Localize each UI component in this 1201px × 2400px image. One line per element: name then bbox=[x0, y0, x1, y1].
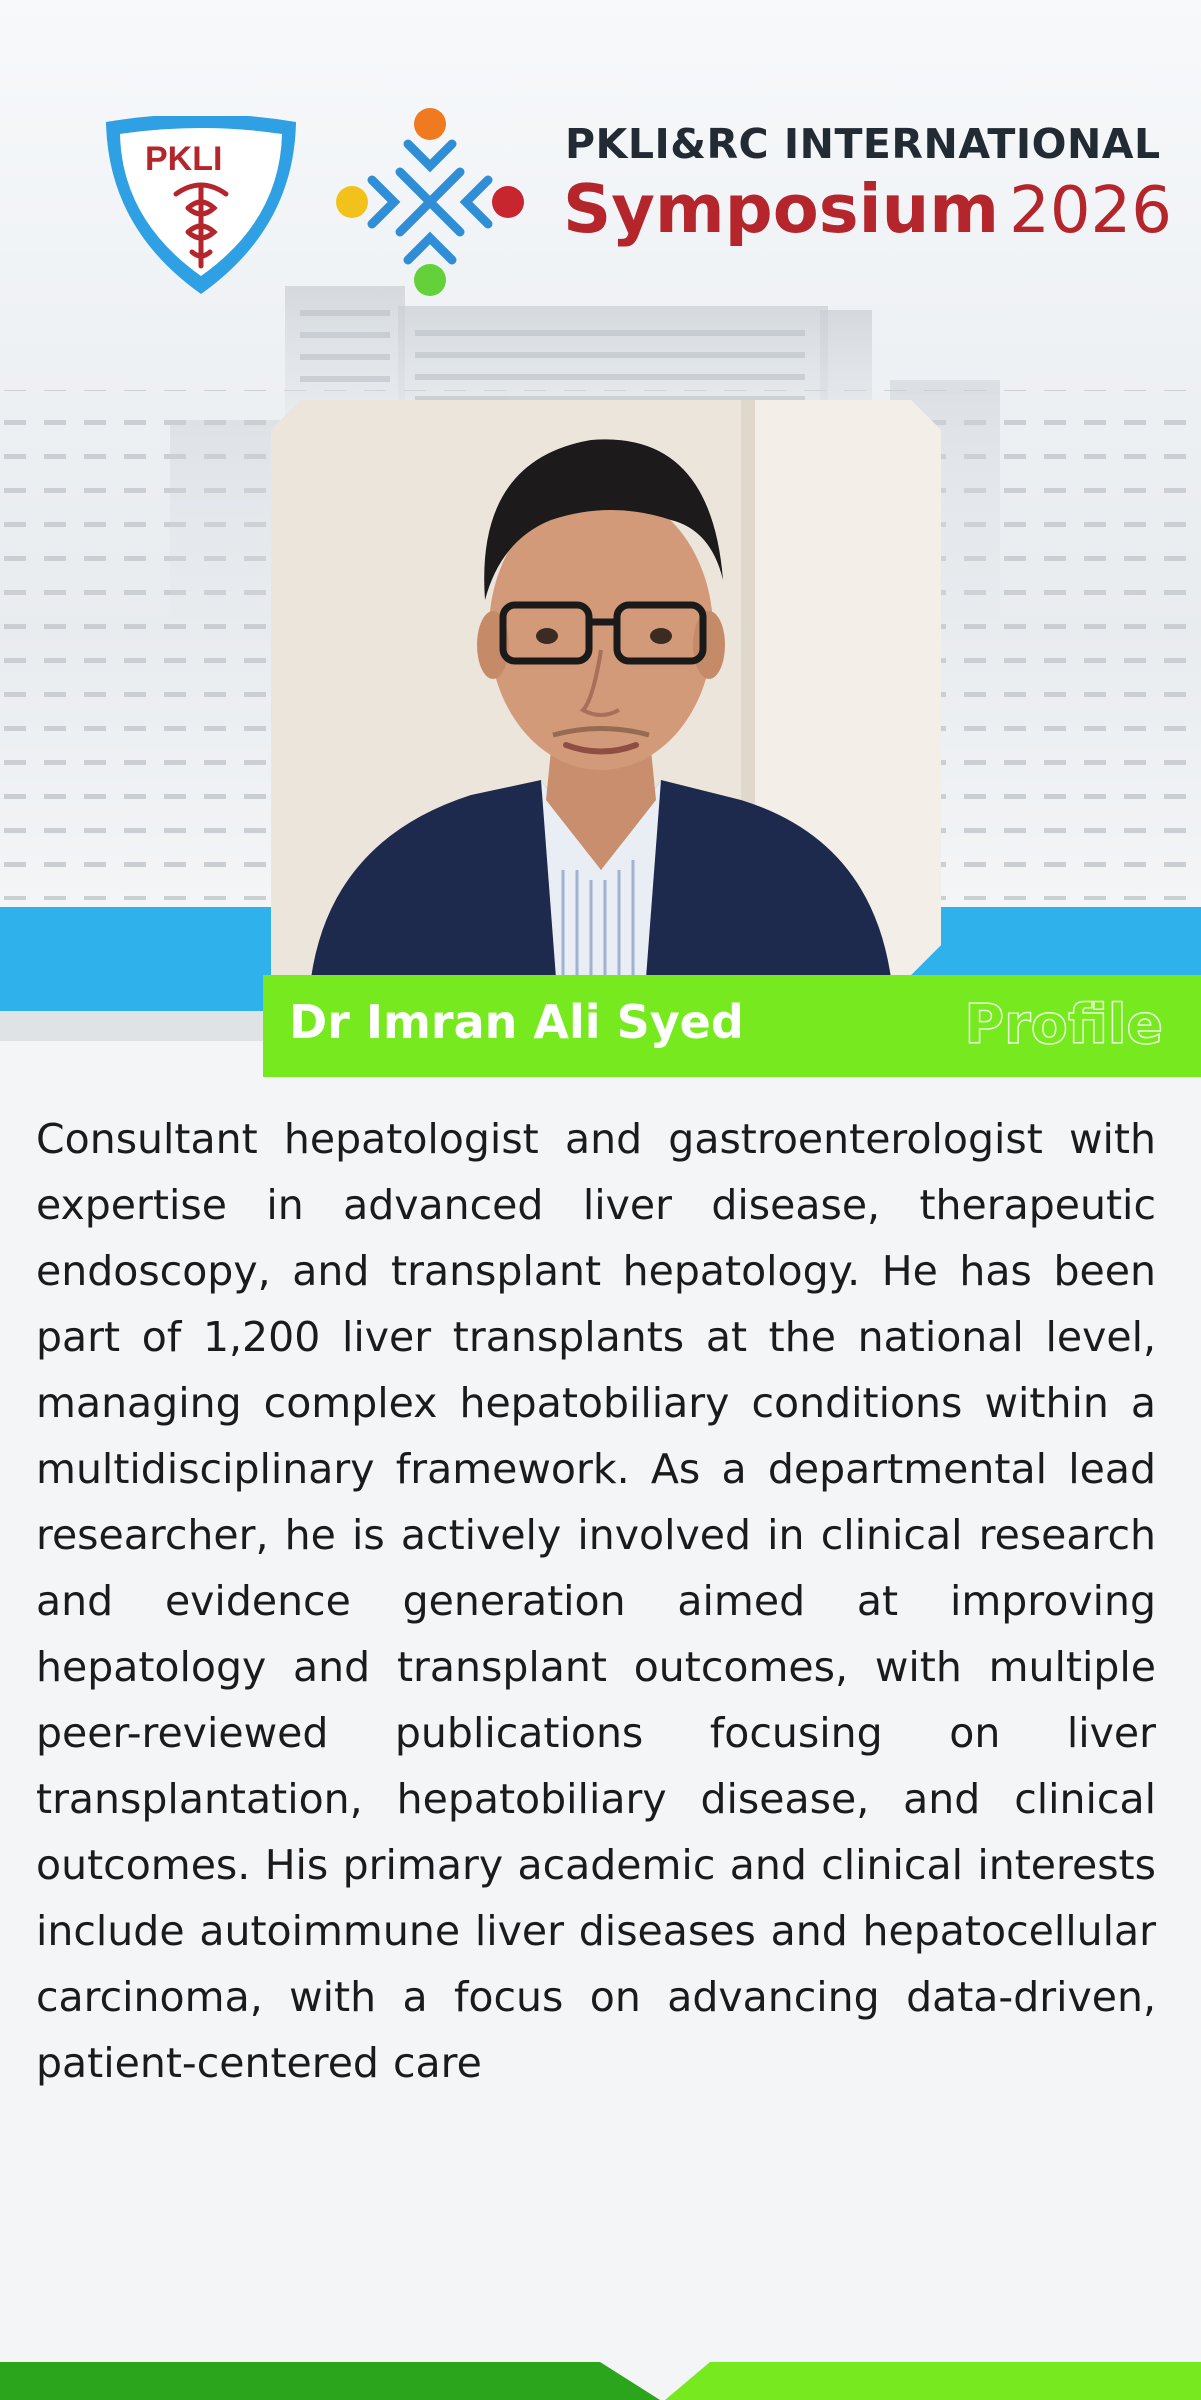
event-title: PKLI&RC INTERNATIONAL bbox=[565, 120, 1161, 168]
speaker-name: Dr Imran Ali Syed bbox=[289, 995, 744, 1049]
event-subtitle bbox=[563, 170, 1172, 248]
speaker-bio: Consultant hepatologist and gastroenterologist with expertise in advanced liver disease, therapeutic endoscopy, and transplant hepatology. He has been part of 1,200 liver transplants at the national level, managing complex hepatobiliary conditions within a multidisciplinary framework. As a departmental lead researcher, he is actively involved in clinical research and evidence generation aimed at improving hepatology and transplant outcomes, with multiple peer-reviewed publications focusing on liver transplantation, hepatobiliary disease, and clinical outcomes. His primary academic and clinical interests include autoimmune liver diseases and hepatocellular carcinoma, with a focus on advancing data-driven, patient-centered care bbox=[36, 1115, 1156, 2087]
event-header bbox=[0, 0, 1201, 300]
profile-label: Profile bbox=[964, 993, 1163, 1056]
event-name: Symposium bbox=[563, 170, 1000, 248]
footer-stripes bbox=[0, 2362, 1201, 2400]
logo-text: PKLI bbox=[145, 140, 223, 178]
symposium-people-icon bbox=[334, 106, 526, 298]
speaker-photo bbox=[271, 400, 941, 978]
speaker-name-bar bbox=[263, 975, 1201, 1077]
event-year: 2026 bbox=[1009, 174, 1172, 248]
